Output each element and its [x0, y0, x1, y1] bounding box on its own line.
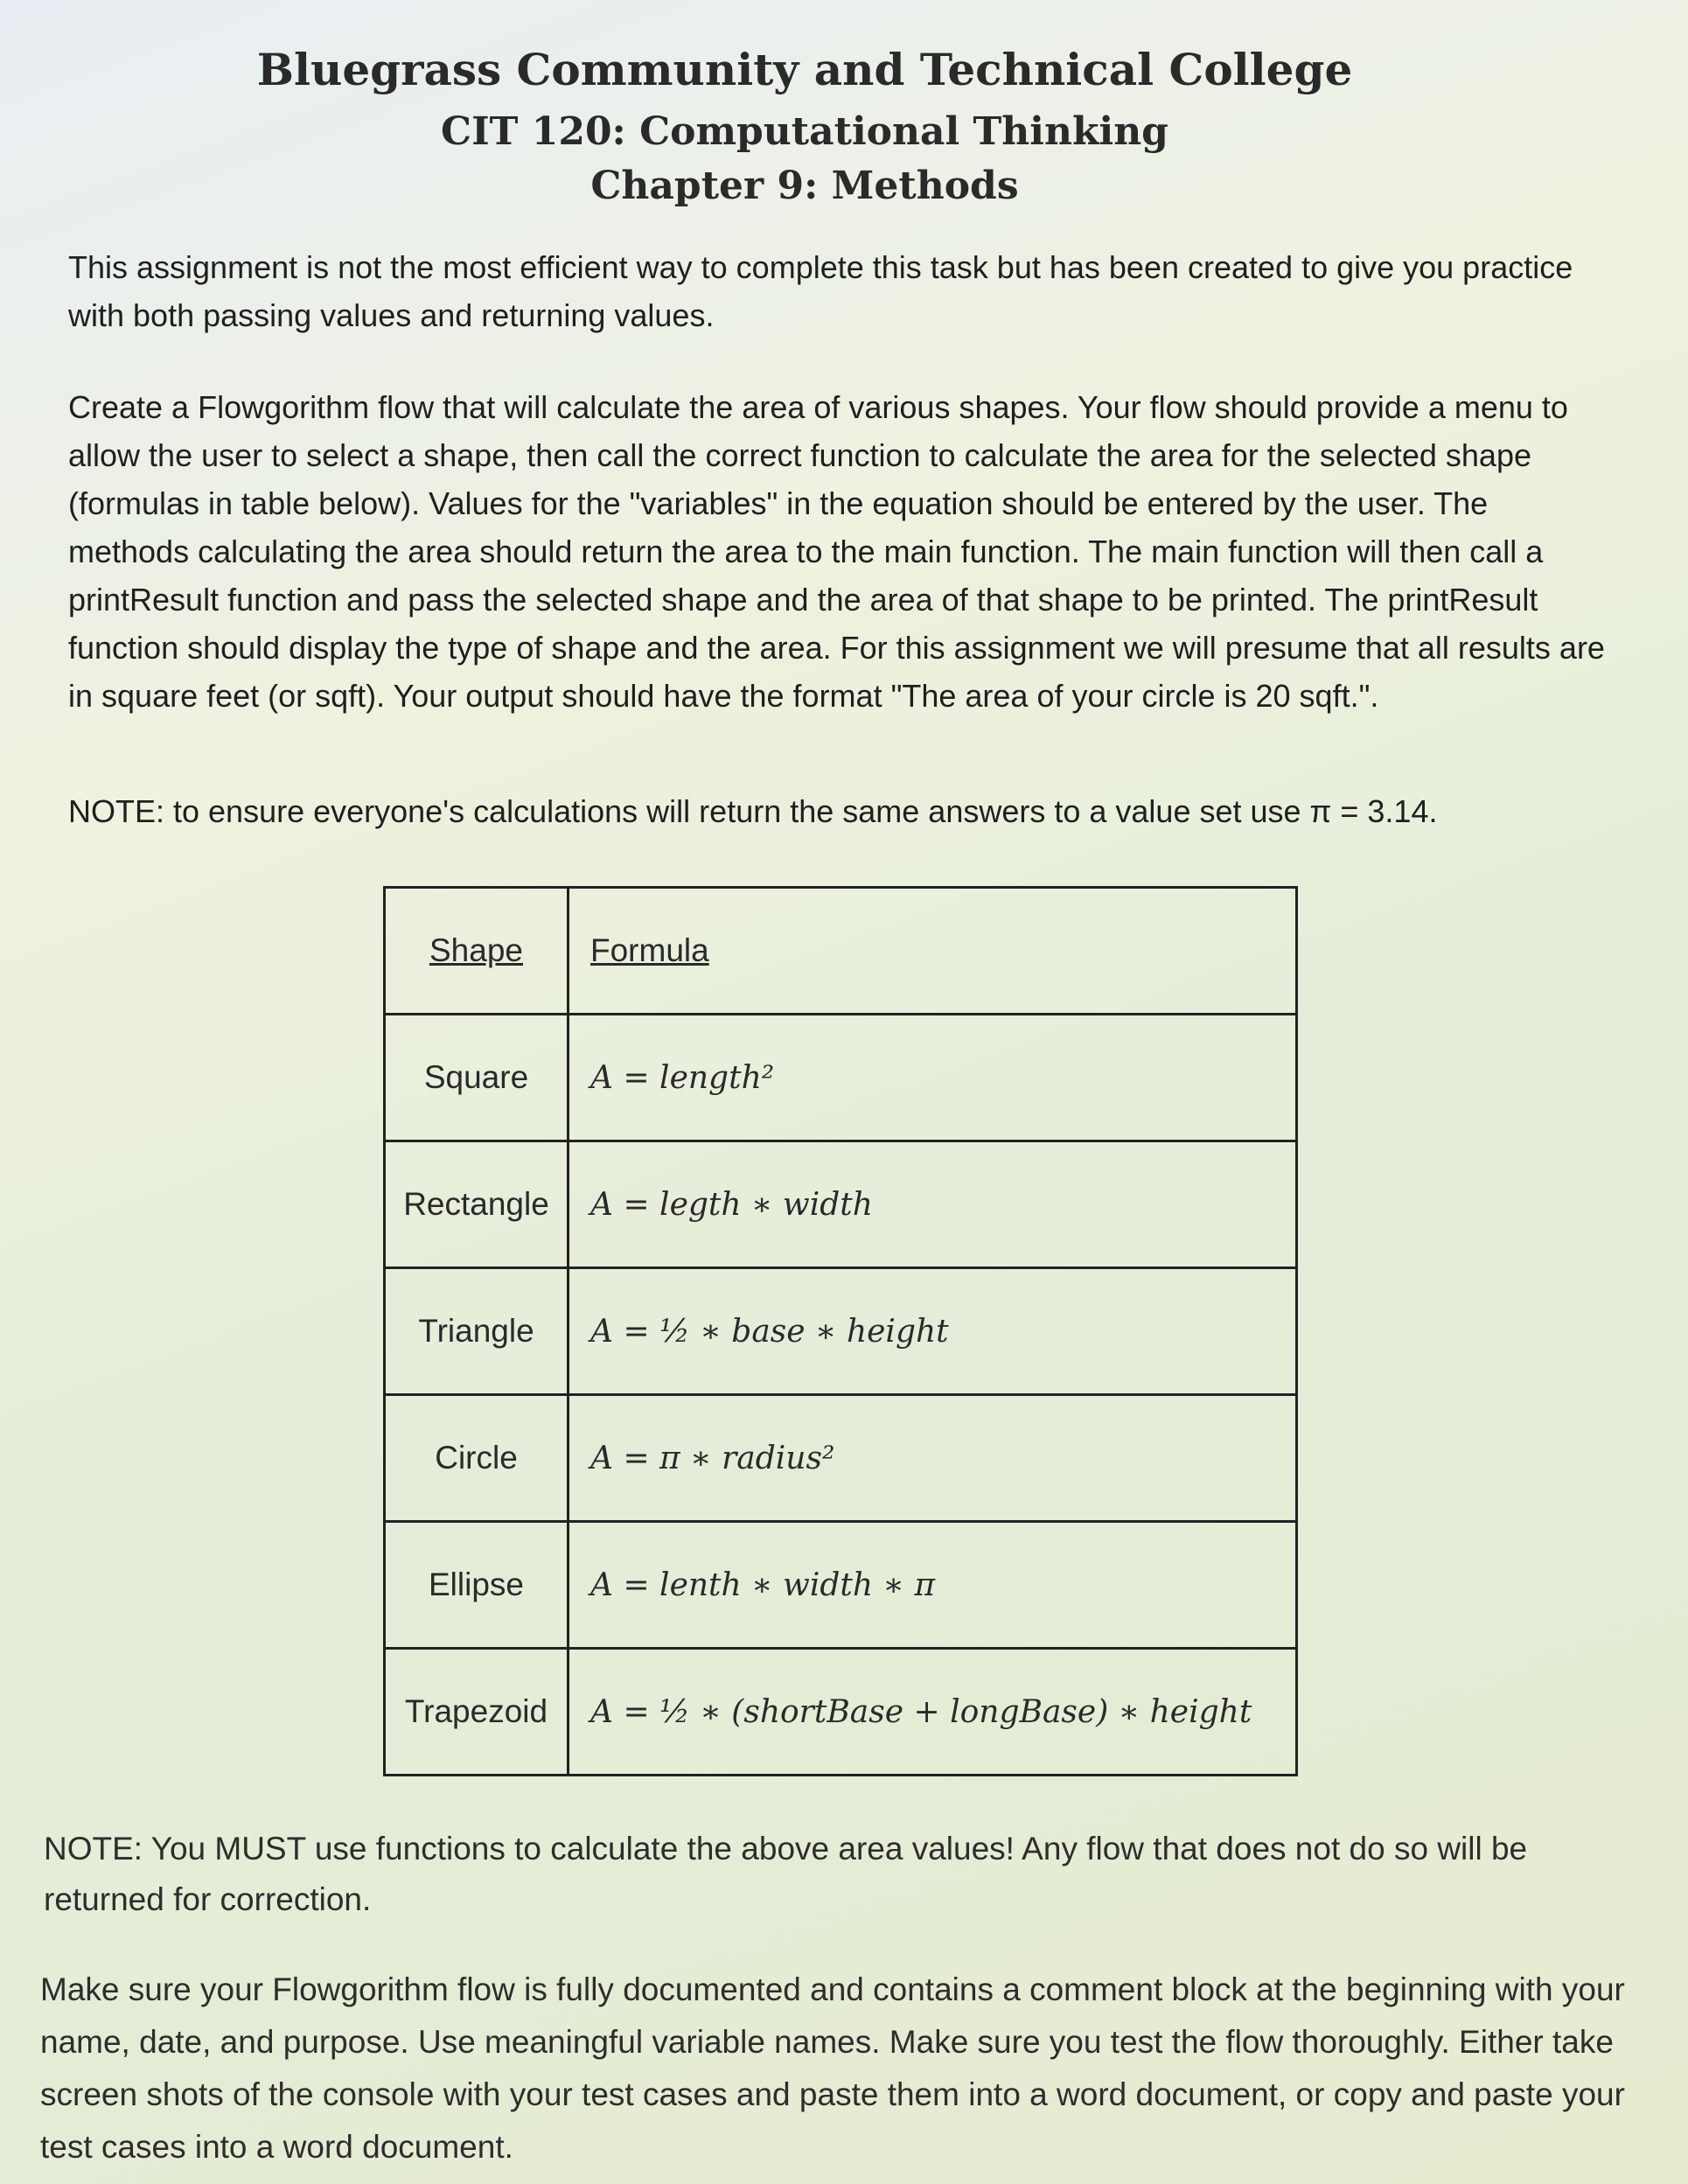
shape-cell: Triangle: [385, 1268, 568, 1395]
formula-cell: A = ½ ∗ (shortBase + longBase) ∗ height: [568, 1649, 1297, 1776]
college-name: Bluegrass Community and Technical College: [256, 44, 1353, 95]
table-row: [385, 1649, 1297, 1776]
formula-table: [383, 886, 1298, 1776]
intro-paragraph: This assignment is not the most efficient way to complete this task but has been created to give you practice with both passing values and returning values.: [68, 249, 1573, 333]
pi-note: NOTE: to ensure everyone's calculations will return the same answers to a value set use π = 3.14.: [68, 793, 1438, 829]
document-header: [0, 35, 1688, 213]
formula-cell: A = legth ∗ width: [568, 1141, 1297, 1268]
chapter-title: Chapter 9: Methods: [590, 164, 1019, 208]
formula-cell: A = length²: [568, 1015, 1297, 1141]
instructions-paragraph: Create a Flowgorithm flow that will calculate the area of various shapes. Your flow should provide a menu to allow the user to select a shape, then call the correct function to calculate the area for the selected shape (formulas in table below). Values for the "variables" in the equation should be entered by the user. The methods calculating the area should return the area to the main function. The main function will then call a printResult function and pass the selected shape and the area of that shape to be printed. The printResult function should display the type of shape and the area. For this assignment we will presume that all results are in square feet (or sqft). Your output should have the format "The area of your circle is 20 sqft.".: [68, 389, 1605, 714]
table-header-row: [385, 888, 1297, 1015]
shape-cell: Trapezoid: [385, 1649, 568, 1776]
shape-cell: Rectangle: [385, 1141, 568, 1268]
shape-cell: Circle: [385, 1395, 568, 1522]
documentation-paragraph: Make sure your Flowgorithm flow is fully documented and contains a comment block at the beginning with your name, date, and purpose. Use meaningful variable names. Make sure you test the flow thoroughly. Either take screen shots of the console with your test cases and paste them into a word document, or copy and paste your test cases into a word document.: [40, 1971, 1625, 2165]
shape-cell: Square: [385, 1015, 568, 1141]
course-title: CIT 120: Computational Thinking: [441, 109, 1168, 154]
shape-header: Shape: [385, 888, 568, 1015]
shape-cell: Ellipse: [385, 1522, 568, 1649]
formula-header: Formula: [568, 888, 1297, 1015]
table-row: [385, 1141, 1297, 1268]
table-row: [385, 1015, 1297, 1141]
formula-cell: A = lenth ∗ width ∗ π: [568, 1522, 1297, 1649]
functions-note: NOTE: You MUST use functions to calculate the above area values! Any flow that does not do so will be returned for correction.: [44, 1831, 1528, 1917]
formula-cell: A = ½ ∗ base ∗ height: [568, 1268, 1297, 1395]
table-row: [385, 1395, 1297, 1522]
table-row: [385, 1522, 1297, 1649]
table-row: [385, 1268, 1297, 1395]
formula-cell: A = π ∗ radius²: [568, 1395, 1297, 1522]
